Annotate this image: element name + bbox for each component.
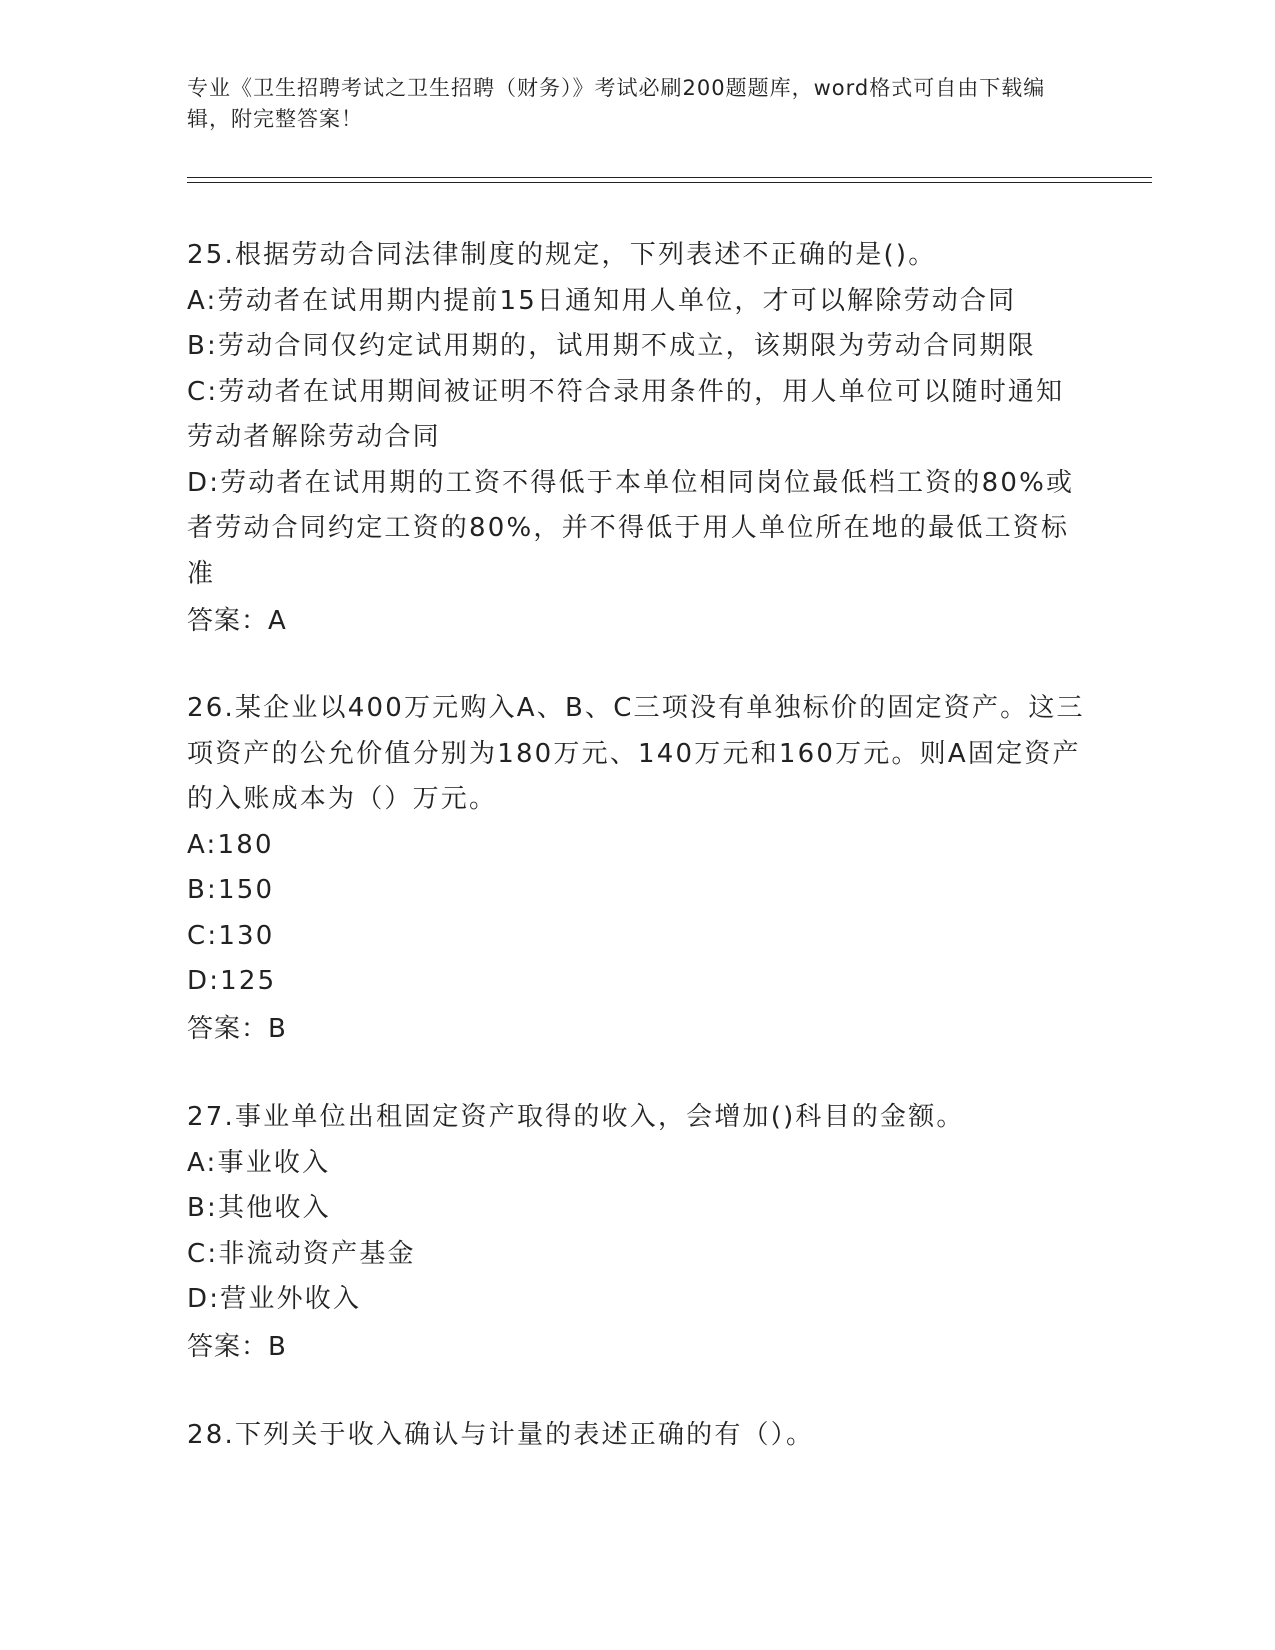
question-26 — [187, 686, 1087, 1052]
option-c: C:非流动资产基金 — [187, 1238, 416, 1269]
option-a: A:事业收入 — [187, 1147, 331, 1178]
option-c: C:130 — [187, 920, 275, 951]
option-b: B:其他收入 — [187, 1193, 331, 1223]
option-d: D:劳动者在试用期的工资不得低于本单位相同岗位最低档工资的80%或者劳动合同约定工资的80%，并不得低于用人单位所在地的最低工资标准 — [187, 467, 1075, 589]
header-divider-top — [187, 177, 1152, 178]
option-d: D:营业外收入 — [187, 1284, 362, 1314]
question-stem: 28.下列关于收入确认与计量的表述正确的有（）。 — [187, 1420, 815, 1450]
answer-label: 答案：B — [187, 1013, 287, 1044]
question-25 — [187, 233, 1087, 645]
option-d: D:125 — [187, 966, 277, 996]
option-a: A:180 — [187, 829, 274, 860]
answer-label: 答案：A — [187, 606, 287, 636]
option-b: B:150 — [187, 875, 275, 905]
question-stem: 26.某企业以400万元购入A、B、C三项没有单独标价的固定资产。这三项资产的公允价值分别为180万元、140万元和160万元。则A固定资产的入账成本为（）万元。 — [187, 693, 1085, 814]
document-page — [187, 0, 1147, 1650]
answer-label: 答案：B — [187, 1331, 287, 1362]
question-27 — [187, 1095, 1087, 1370]
header-divider-bottom — [187, 182, 1152, 183]
option-b: B:劳动合同仅约定试用期的，试用期不成立，该期限为劳动合同期限 — [187, 331, 1036, 361]
document-header: 专业《卫生招聘考试之卫生招聘（财务）》考试必刷200题题库，word格式可自由下载编辑，附完整答案！ — [187, 76, 1046, 131]
question-stem: 25.根据劳动合同法律制度的规定，下列表述不正确的是()。 — [187, 240, 937, 270]
option-a: A:劳动者在试用期内提前15日通知用人单位，才可以解除劳动合同 — [187, 285, 1017, 316]
question-stem: 27.事业单位出租固定资产取得的收入，会增加()科目的金额。 — [187, 1102, 965, 1132]
question-28 — [187, 1413, 1087, 1459]
option-c: C:劳动者在试用期间被证明不符合录用条件的，用人单位可以随时通知劳动者解除劳动合同 — [187, 376, 1065, 452]
